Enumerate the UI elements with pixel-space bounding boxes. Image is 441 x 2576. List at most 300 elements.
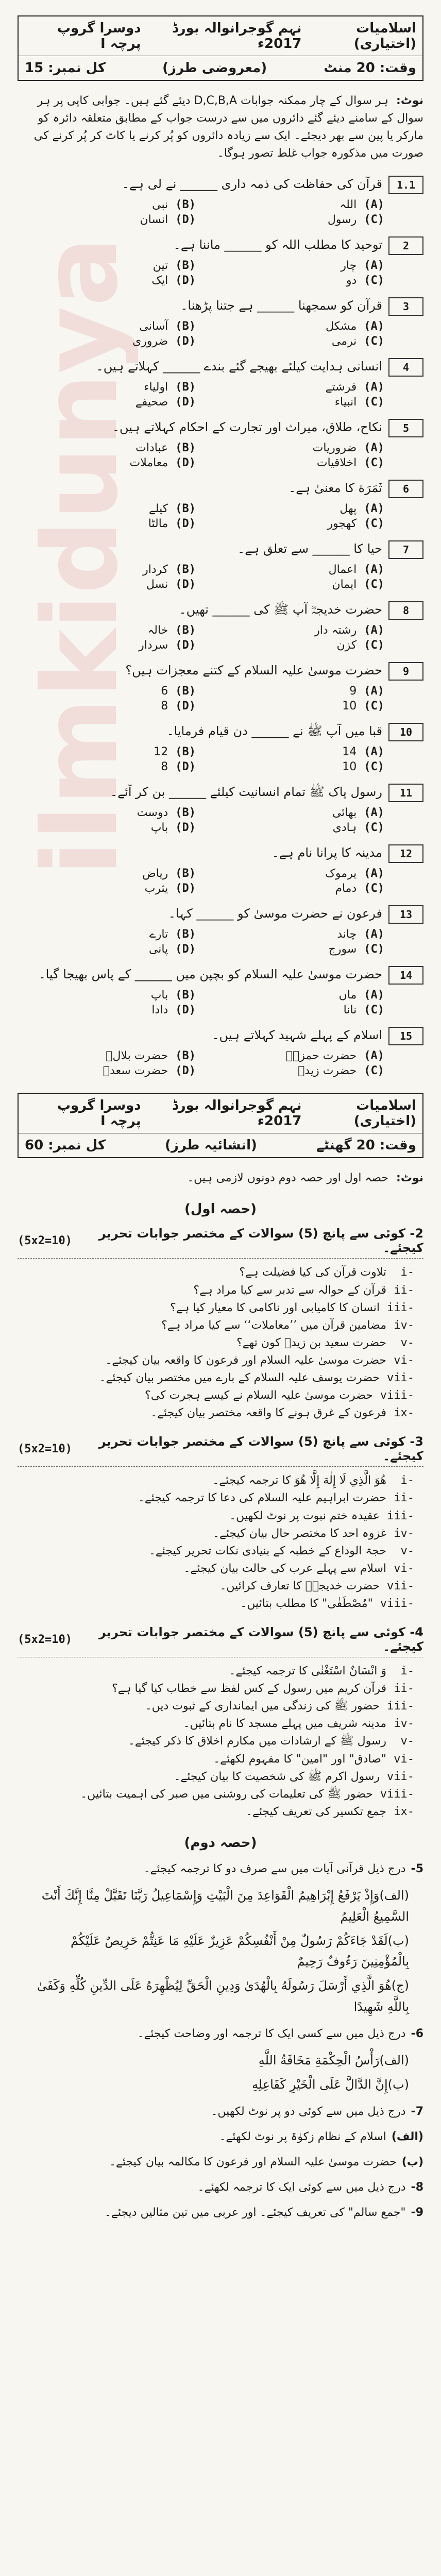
option-label: (D) [175,1004,196,1017]
option-text: حضرت زیدؓ [298,1064,357,1078]
option [28,624,196,637]
session: نہم گوجرانوالہ بورڈ 2017ء [172,21,302,52]
option-label: (D) [175,943,196,956]
options [28,320,384,348]
mcq-item [18,540,423,591]
question-title [72,1434,423,1463]
sub-question-text: حجۃ الوداع کے خطبہ کے بنیادی نکات تحریر کیجئے۔ [148,1544,386,1557]
sub-question-text: تلاوت قرآن کی کیا فضیلت ہے؟ [239,1266,386,1279]
sub-question [18,1803,414,1821]
short-questions [18,1226,423,1820]
option [216,1064,384,1077]
option-text: نانا [343,1004,357,1017]
option-text: اولیاء [144,381,168,394]
option [28,320,196,333]
option-text: 10 [342,700,357,713]
option-label: (A) [364,989,384,1002]
mcq-list [18,176,423,1077]
mcq-stem [18,844,423,863]
option-text: پانی [148,943,168,956]
watermark: ilmkidunya [21,236,141,876]
option-text: ریاض [142,867,168,880]
sub-question-number: iv- [394,1318,414,1332]
option-text: کیلے [148,502,168,516]
mcq-stem [18,723,423,741]
option-label: (B) [175,624,196,637]
question-number: 1.1 [388,176,423,194]
sub-question [18,1768,414,1786]
option-text: 14 [342,745,357,759]
option-text: چار [341,259,357,273]
option-text: خالہ [147,624,168,637]
option-text: نرمی [331,335,357,348]
option [216,381,384,394]
option-text: دمام [335,882,357,895]
question-text: رسول پاک ﷺ تمام انسانیت کیلئے ______ بن کر آئے۔ [110,785,382,800]
part-two-title: (حصہ دوم) [184,1835,257,1851]
long-question [18,2153,423,2171]
option-text: یرموک [325,867,357,880]
marks-breakdown: (5x2=10) [18,1633,72,1646]
mcq-item [18,601,423,652]
option [216,335,384,348]
long-question-text: حضرت موسیٰ علیہ السلام اور فرعون کا مکالمہ بیان کیجئے۔ [109,2156,397,2169]
option [28,274,196,287]
sub-question-number: iii- [387,1700,414,1713]
option-text: نسل [146,578,168,591]
mcq-item [18,723,423,773]
option-label: (D) [175,517,196,531]
option-text: معاملات [129,456,168,470]
sub-question-text: حضور ﷺ کی زندگی میں ایمانداری کے ثبوت دیں۔ [145,1700,380,1713]
sub-question-number: i- [400,1474,414,1487]
mcq-stem [18,784,423,802]
option-text: 9 [349,685,357,698]
option [28,867,196,880]
long-question [18,2103,423,2121]
option-text: دادا [151,1004,168,1017]
options [28,685,384,713]
sub-question-number: viii- [380,1389,414,1402]
option-text: کھجور [327,517,357,531]
option-text: یثرب [144,882,168,895]
options [28,867,384,895]
mcq-stem [18,1027,423,1045]
sub-question-number: iii- [387,1509,414,1522]
option-label: (D) [175,760,196,774]
option-label: (A) [364,502,384,516]
option-label: (B) [175,259,196,273]
sub-question-text: حضرت یوسف علیہ السلام کے بارے میں مختصر بیان کیجئے۔ [99,1371,380,1385]
options [28,502,384,530]
option-label: (D) [175,700,196,713]
option [216,806,384,819]
options [28,259,384,287]
sub-question [18,1578,414,1595]
option-label: (A) [364,928,384,941]
option-label: (C) [364,821,384,835]
option-label: (B) [175,563,196,577]
option [216,943,384,956]
option-label: (C) [364,517,384,531]
sub-question [18,1334,414,1352]
option [28,700,196,713]
sub-question [18,1352,414,1369]
long-question [18,2025,423,2043]
option-text: باپ [150,989,168,1002]
mcq-item [18,297,423,348]
sub-question-number: vii- [387,1371,414,1385]
option-text: کردار [143,563,168,577]
long-question [18,2178,423,2196]
mcq-item [18,1027,423,1077]
mcq-item [18,905,423,956]
long-question-number: 9- [411,2206,423,2219]
options [28,806,384,834]
option-label: (C) [364,578,384,591]
mcq-stem [18,480,423,498]
option-label: (C) [364,396,384,409]
question-text: اسلام کے پہلے شہید کہلاتے ہیں۔ [212,1028,382,1043]
long-question-text: درج ذیل میں سے کوئی ایک کا ترجمہ لکھئے۔ [197,2181,406,2194]
question-number: 8 [388,601,423,620]
paper-type: (انشائیہ طرز) [164,1138,257,1154]
sub-question-number: vi- [394,1562,414,1575]
mcq-stem [18,419,423,437]
sub-question-number: vii- [387,1770,414,1783]
option [28,335,196,348]
option [28,806,196,819]
option [216,760,384,773]
options [28,928,384,956]
sub-question-text: فرعون کے غرق ہونے کا واقعہ مختصر بیان کیجئے۔ [150,1406,386,1420]
option [28,578,196,591]
option-text: اخلاقیات [316,456,357,470]
question-text: حضرت خدیجہؓ آپ ﷺ کی ______ تھیں۔ [179,602,382,617]
option-label: (A) [364,320,384,333]
sub-question [18,1489,414,1507]
question-number: 9 [388,662,423,681]
option-label: (C) [364,639,384,652]
paper-type: (معروضی طرز) [162,60,267,76]
option [216,685,384,698]
option-label: (C) [364,274,384,287]
option-label: (A) [364,745,384,759]
option [216,578,384,591]
long-question-number: 6- [411,2027,423,2040]
question-number: 6 [388,480,423,498]
question-text: توحید کا مطلب اللہ کو ______ ماننا ہے۔ [173,238,382,252]
question-header [18,1625,423,1657]
group: دوسرا گروپ پرچہ I [57,21,141,52]
sub-question [18,1733,414,1750]
long-question [18,2128,423,2146]
sub-question [18,1715,414,1733]
long-question-text: رَأْسُ الْحِكْمَةِ مَخَافَةُ اللَّهِ [258,2053,380,2068]
option-label: (B) [175,198,196,212]
option-text: عبادات [135,442,168,455]
sub-question [18,1595,414,1613]
option-label: (B) [175,806,196,820]
option-text: 6 [161,685,168,698]
option [28,381,196,394]
option-text: پھل [340,502,357,516]
option-label: (D) [175,1064,196,1078]
sub-question-text: "صادق" اور "امین" کا مفہوم لکھئے۔ [213,1752,386,1766]
question-instruction: کوئی سے پانچ (5) سوالات کے مختصر جوابات تحریر کیجئے۔ [98,1434,423,1464]
option-text: ضروری [132,335,168,348]
option-text: رشتہ دار [314,624,357,637]
group: دوسرا گروپ پرچہ I [57,1098,141,1129]
option-label: (A) [364,685,384,698]
option [216,320,384,333]
long-questions [18,1860,423,2222]
arabic-verse [32,1975,409,2018]
question-number: 2- [405,1226,423,1241]
long-question-number: (الف) [379,1888,409,1903]
sub-question-text: حضرت موسیٰ علیہ السلام اور فرعون کا واقعہ بیان کیجئے۔ [105,1353,386,1367]
option [216,396,384,409]
option-label: (A) [364,259,384,273]
long-question-number: (الف) [379,2053,409,2068]
mcq-item [18,784,423,834]
option [28,213,196,226]
question-header [18,1434,423,1467]
option-text: تارے [149,928,168,941]
session: نہم گوجرانوالہ بورڈ 2017ء [172,1098,302,1129]
options [28,745,384,773]
sub-question-number: ii- [394,1283,414,1297]
option-label: (D) [175,213,196,227]
long-question-text: درج ذیل میں سے کسی ایک کا ترجمہ اور وضاحت کیجئے۔ [137,2027,406,2040]
question-text: قرآن کو سمجھنا ______ ہے جتنا پڑھنا۔ [180,298,382,313]
option-text: 10 [342,760,357,774]
question-title [72,1226,423,1255]
sub-question-text: هُوَ الَّذِي لَا إِلٰهَ إِلَّا هُوَ کا ترجمہ کیجئے۔ [212,1474,386,1487]
long-question [18,1860,423,1878]
long-question-text: درج ذیل قرآنی آیات میں سے صرف دو کا ترجمہ کیجئے۔ [143,1862,406,1875]
option-label: (D) [175,882,196,895]
option [216,502,384,515]
option-text: دو [346,274,357,287]
arabic-verse [32,2050,409,2071]
option-label: (B) [175,1049,196,1063]
option-label: (C) [364,1004,384,1017]
option-text: فرشتے [325,381,357,394]
sub-question-text: حضور ﷺ کی تعلیمات کی روشنی میں صبر کی اہمیت بتائیں۔ [80,1787,373,1801]
option [216,867,384,880]
sub-question-number: v- [400,1544,414,1557]
option-label: (D) [175,578,196,591]
note-label: نوٹ: [396,94,423,107]
option [28,502,196,515]
option-label: (D) [175,396,196,409]
option [216,213,384,226]
option-label: (B) [175,381,196,394]
mcq-item [18,176,423,226]
question-number: 4 [388,358,423,377]
long-question-number: (الف) [391,2130,423,2143]
sub-question-text: قرآن کریم میں رسول کے کس لفظ سے خطاب کیا گیا ہے؟ [112,1682,386,1696]
question-number: 3 [388,297,423,316]
mcq-item [18,844,423,895]
option-text: حضرت بلالؓ [106,1049,168,1063]
sub-question [18,1751,414,1768]
option [28,1049,196,1062]
sub-question [18,1507,414,1525]
option-label: (B) [175,989,196,1002]
sub-question-text: اسلام سے پہلے عرب کی حالت بیان کیجئے۔ [183,1562,386,1575]
sub-question [18,1663,414,1680]
option [28,396,196,409]
option [216,563,384,576]
question-text: قبا میں آپ ﷺ نے ______ دن قیام فرمایا۔ [166,724,382,739]
option [216,517,384,530]
sub-question [18,1543,414,1560]
question-q3 [18,1434,423,1613]
objective-header [18,15,423,81]
mcq-item [18,419,423,469]
option-label: (C) [364,456,384,470]
option [216,821,384,834]
sub-question-text: رسول ﷺ کے ارشادات میں مکارم اخلاق کا ذکر کیجئے۔ [128,1735,386,1748]
option [28,442,196,454]
mcq-stem [18,540,423,559]
option-text: نبی [152,198,168,212]
long-question-text: اسلام کے نظام زکوٰۃ پر نوٹ لکھئے۔ [219,2130,386,2143]
marks-breakdown: (5x2=10) [18,1442,72,1455]
question-number: 4- [405,1625,423,1640]
options [28,563,384,591]
option-label: (D) [175,456,196,470]
sub-question [18,1786,414,1803]
sub-question-number: v- [400,1735,414,1748]
mcq-item [18,236,423,287]
sub-question-number: vi- [394,1353,414,1367]
subjective-header [18,1093,423,1158]
sub-question-text: قرآن کے حوالہ سے تدبر سے کیا مراد ہے؟ [193,1283,386,1297]
option-label: (B) [175,745,196,759]
sub-question-number: ii- [394,1682,414,1696]
option [28,928,196,941]
mcq-stem [18,601,423,620]
subject: اسلامیات (اختیاری) [353,21,416,52]
long-question-text: لَقَدْ جَاءَكُمْ رَسُولٌ مِنْ أَنْفُسِكُمْ عَزِيزٌ عَلَيْهِ مَا عَنِتُّمْ حَرِيصٌ عَلَيْكُمْ بِالْمُؤْمِنِينَ رَءُوفٌ رَحِيمٌ [71,1933,409,1969]
sub-question-number: i- [400,1266,414,1279]
sub-question-text: مدینہ شریف میں پہلے مسجد کا نام بتائیں۔ [183,1717,386,1731]
options [28,198,384,226]
sub-question-number: ii- [394,1492,414,1505]
option-label: (A) [364,381,384,394]
option-text: مشکل [326,320,357,333]
arabic-verse [32,1885,409,1927]
option [216,1004,384,1016]
arabic-verse [32,2074,409,2095]
question-text: فرعون نے حضرت موسیٰ کو ______ کہا۔ [168,906,382,921]
option [28,685,196,698]
sub-question [18,1472,414,1489]
option [28,1004,196,1016]
option [216,198,384,211]
question-q4 [18,1625,423,1821]
option-label: (C) [364,213,384,227]
option-text: ایک [151,274,168,287]
long-question-text: "جمع سالم" کی تعریف کیجئے۔ اور عربی میں تین مثالیں دیجئے۔ [105,2206,406,2219]
options [28,1049,384,1077]
option [28,760,196,773]
option-label: (A) [364,1049,384,1063]
option-label: (A) [364,442,384,455]
option [216,928,384,941]
question-q2 [18,1226,423,1422]
question-number: 3- [405,1434,423,1449]
sub-question-number: ix- [394,1406,414,1420]
sub-question-number: i- [400,1665,414,1678]
option-label: (D) [175,639,196,652]
part-one-title: (حصہ اول) [184,1201,257,1217]
option [216,456,384,469]
option [28,943,196,956]
options [28,442,384,469]
option-label: (C) [364,943,384,956]
instructions [18,92,423,162]
sub-question-number: vi- [394,1752,414,1766]
option [216,259,384,272]
sub-question-text: رسول اکرم ﷺ کی شخصیت کا بیان کیجئے۔ [174,1770,380,1783]
question-text: نکاح، طلاق، میراث اور تجارت کے احکام کہلاتے ہیں۔ [112,420,382,435]
note-label: نوٹ: [396,1172,423,1185]
option [216,882,384,895]
option-label: (A) [364,198,384,212]
sub-question-number: iii- [387,1301,414,1314]
time: وقت: 20 گھنٹے [316,1138,416,1154]
option-text: مالٹا [148,517,168,531]
question-number: 5 [388,419,423,437]
question-number: 10 [388,723,423,741]
question-text: حضرت موسیٰ علیہ السلام کو بچپن میں ______ کے پاس بھیجا گیا۔ [38,967,382,982]
options [28,989,384,1016]
total-marks: کل نمبر: 15 [25,60,106,76]
option-label: (C) [364,760,384,774]
option-text: سورج [328,943,357,956]
option-text: حضرت حمزہؓ [285,1049,357,1063]
option-text: رسول [327,213,357,227]
option-label: (C) [364,1064,384,1078]
arabic-verse [32,1930,409,1973]
mcq-stem [18,176,423,194]
mcq-stem [18,662,423,681]
long-question-text: وَإِذْ يَرْفَعُ إِبْرَاهِيمُ الْقَوَاعِدَ مِنَ الْبَيْتِ وَإِسْمَاعِيلُ رَبَّنَا تَقَبَّلْ مِنَّا إِنَّكَ أَنْتَ السَّمِيعُ الْعَلِيمُ [41,1888,409,1924]
long-question-number: 5- [411,1862,423,1875]
long-question [18,2204,423,2222]
long-question-number: (ب) [387,1933,409,1948]
option-text: ایمان [332,578,357,591]
option-label: (B) [175,502,196,516]
option-text: اعمال [328,563,357,577]
option-text: تین [152,259,168,273]
sub-question-text: انسان کا کامیابی اور ناکامی کا معیار کیا ہے؟ [170,1301,380,1314]
question-instruction: کوئی سے پانچ (5) سوالات کے مختصر جوابات تحریر کیجئے۔ [98,1226,423,1256]
time: وقت: 20 منٹ [324,60,416,76]
option-text: ضروریات [312,442,357,455]
mcq-stem [18,905,423,924]
option-text: 8 [161,700,168,713]
long-question-number: 8- [411,2181,423,2194]
option [28,639,196,652]
sub-question [18,1369,414,1387]
question-number: 2 [388,236,423,255]
option-text: انسان [140,213,168,227]
